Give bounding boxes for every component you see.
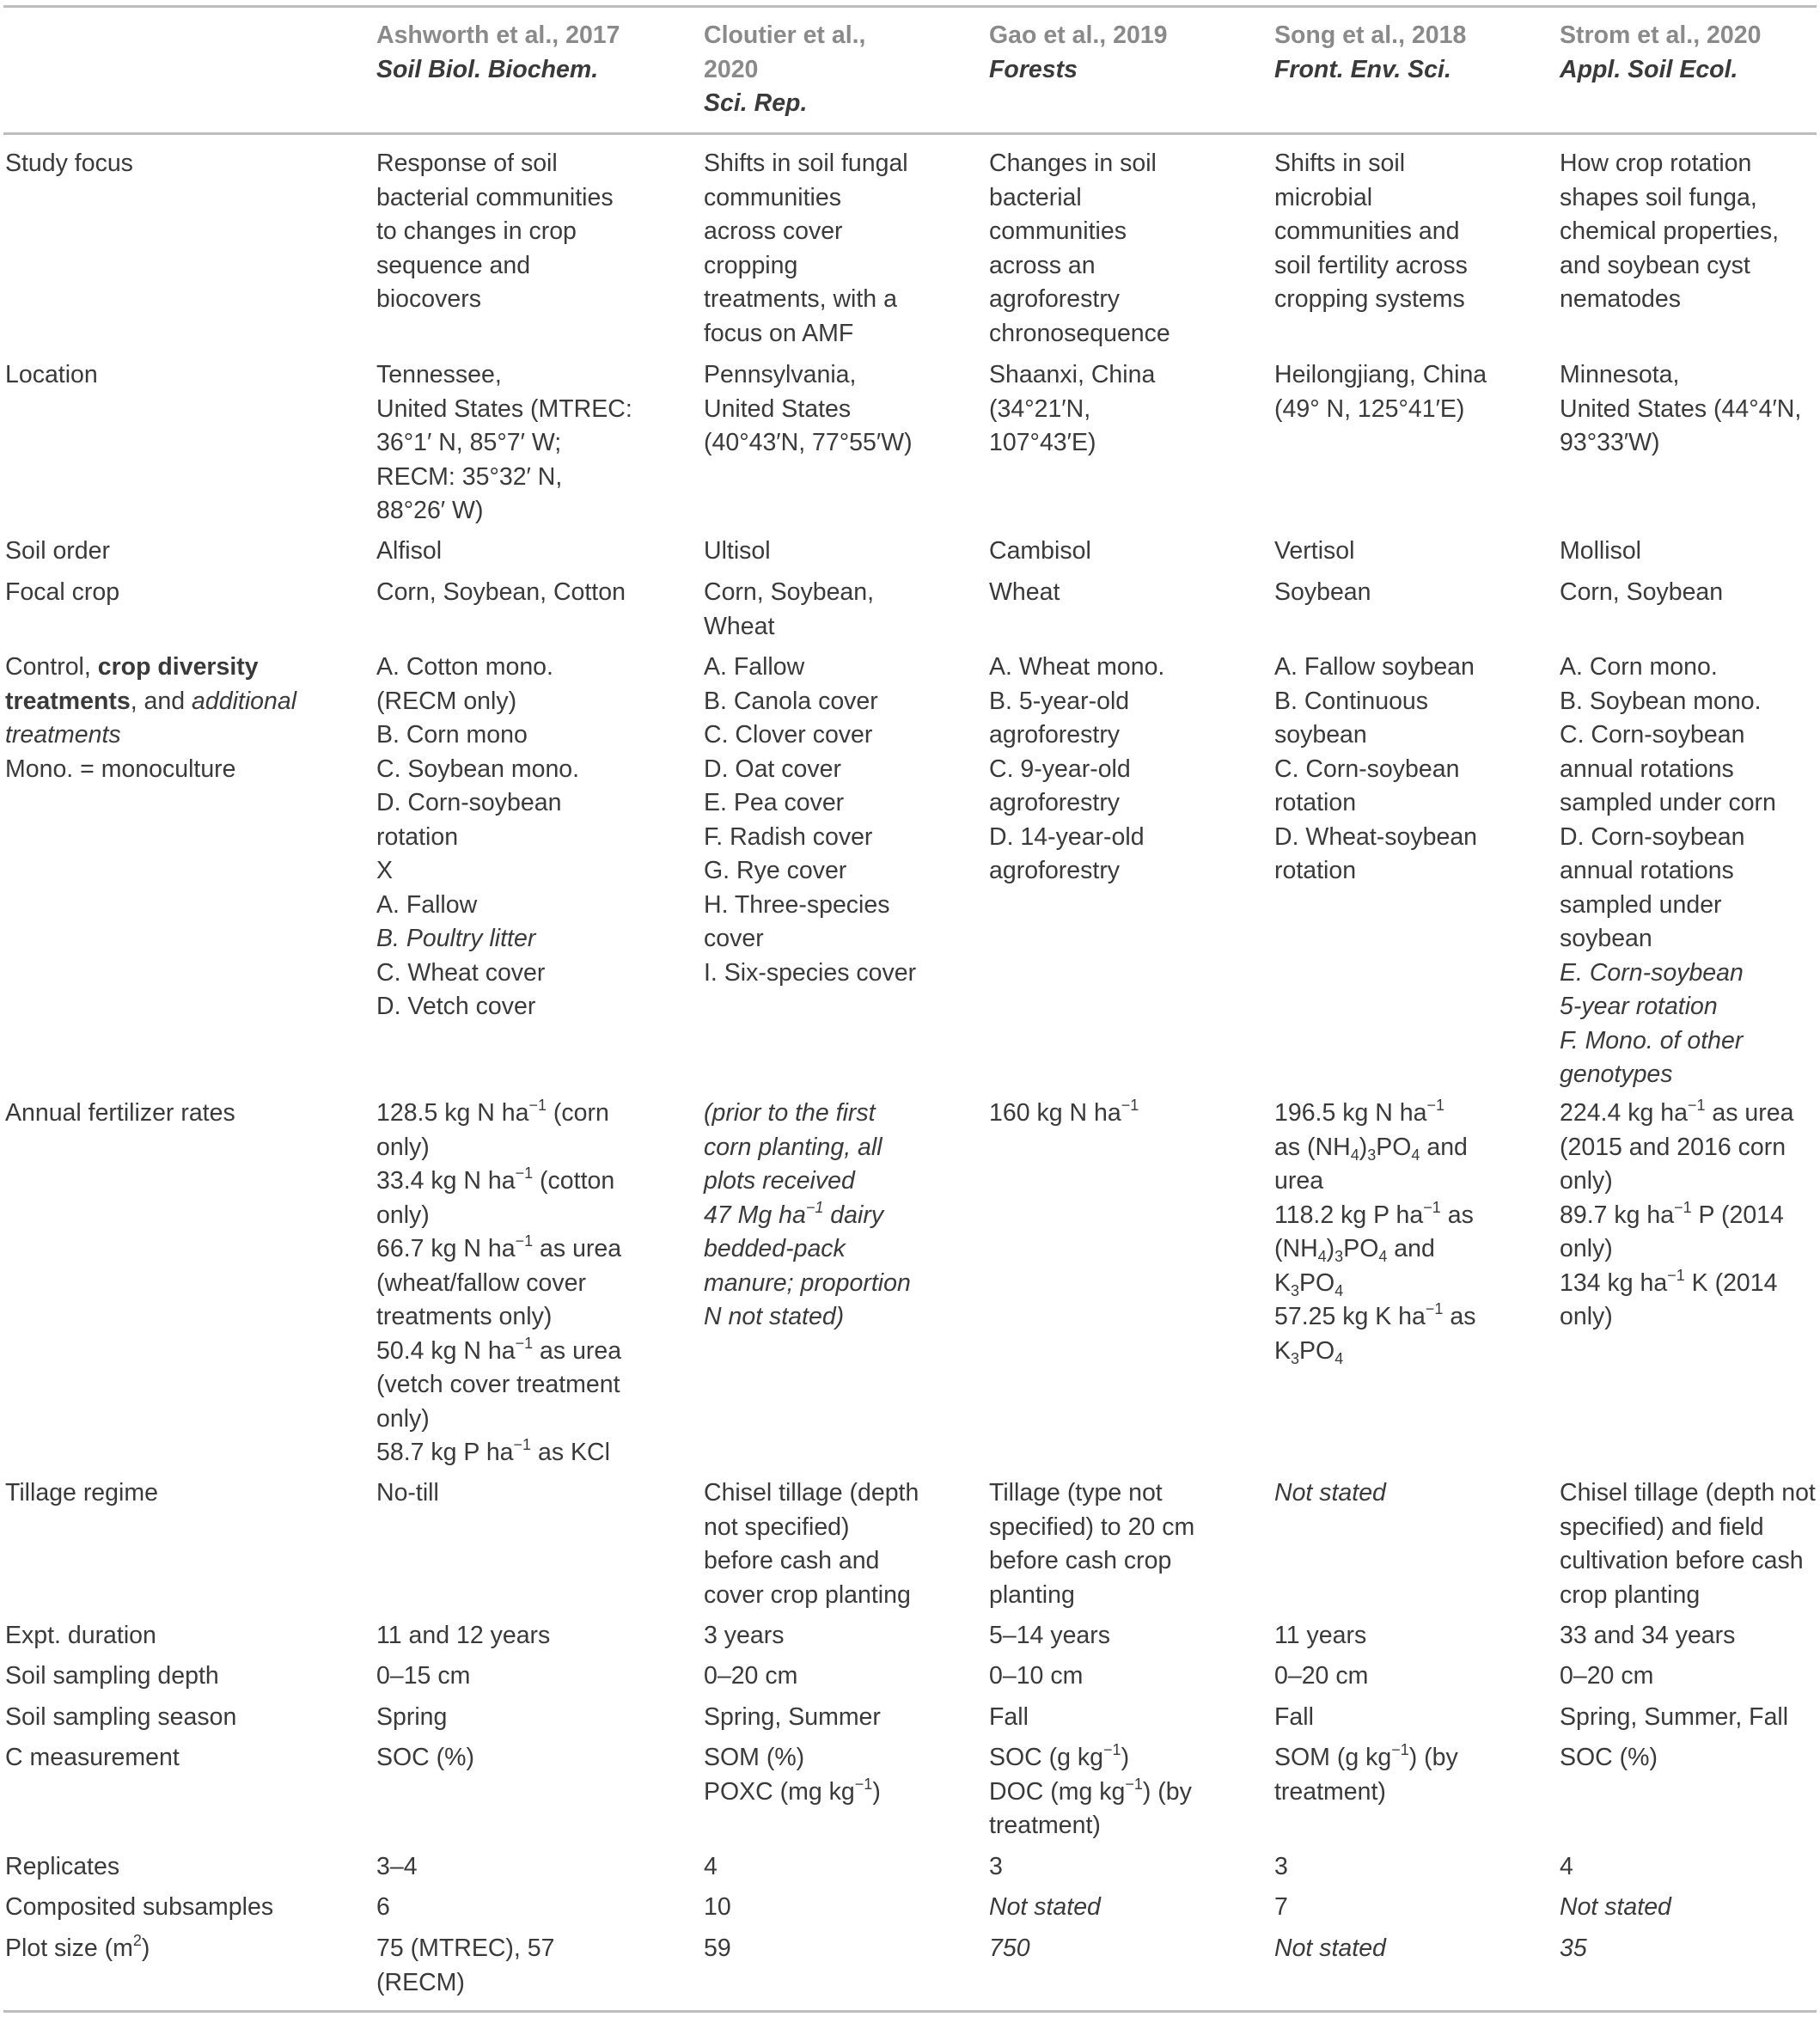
tillage-c1 xyxy=(376,1476,439,1511)
cell-line: cover crop planting xyxy=(704,1580,911,1609)
c-measurement-c3: SOC (g $kg^{-1}$) DOC (mg $kg^{-1}$) (by treatment) xyxy=(989,1741,1192,1839)
cell-line: Response of soil xyxy=(376,150,558,177)
subsamples-c4: 7 xyxy=(1274,1893,1288,1921)
cell-line: microbial xyxy=(1274,183,1373,211)
cell-line: F. Mono. of other xyxy=(1560,1026,1744,1054)
cell-line: G. Rye cover xyxy=(704,857,847,884)
cell-line: A. Fallow soybean xyxy=(1274,653,1475,681)
plot-size-c2: 59 xyxy=(704,1934,731,1962)
fertilizer-c2: (prior to the first corn planting, all plots received 47 Mg $ha^{-1}$ dairy bedded-pack manure; proportion N not stated) xyxy=(704,1099,911,1330)
cell-line: (49° N, 125°41′E) xyxy=(1274,394,1465,423)
header-journal: Forests xyxy=(989,55,1078,83)
duration-c3: 5–14 years xyxy=(989,1622,1111,1649)
cell-line: 36°1′ N, 85°7′ W; xyxy=(376,429,562,456)
location-c5 xyxy=(1560,358,1801,461)
plot-size-c4: Not stated xyxy=(1274,1934,1386,1962)
cell-line: communities and xyxy=(1274,217,1460,245)
header-authors: Cloutier et al., 2020 xyxy=(704,21,866,83)
cell-line: cover xyxy=(704,925,764,952)
focal-crop-c2 xyxy=(704,576,874,644)
cell-line: Tennessee, xyxy=(376,361,502,388)
soil-order-c5: Mollisol xyxy=(1560,537,1642,565)
cell-line: chemical properties, xyxy=(1560,217,1780,245)
tillage-c2 xyxy=(704,1476,919,1612)
plot-size-c3: 750 xyxy=(989,1934,1030,1962)
cell-line: agroforestry xyxy=(989,721,1121,749)
treatments-c4 xyxy=(1274,651,1477,889)
study-focus-c5 xyxy=(1560,147,1779,317)
duration-c4: 11 years xyxy=(1274,1622,1367,1649)
row-label-plot-size: Plot size $(m^2)$ xyxy=(5,1932,150,1962)
fertilizer-c3: 160 kg N $ha^{-1}$ xyxy=(989,1097,1139,1127)
row-label-duration: Expt. duration xyxy=(5,1622,156,1649)
cell-line: biocovers xyxy=(376,285,481,313)
cell-line: A. Fallow xyxy=(704,653,805,681)
depth-c1: 0–15 cm xyxy=(376,1662,471,1690)
cell-line: rotation xyxy=(1274,857,1357,884)
cell-line: Tillage (type not xyxy=(989,1479,1163,1507)
header-rule xyxy=(3,132,1817,135)
location-c3 xyxy=(989,358,1155,461)
plot-size-c1 xyxy=(376,1932,554,2000)
cell-line: Pennsylvania, xyxy=(704,361,857,388)
cell-line: Heilongjiang, China xyxy=(1274,361,1487,388)
cell-line: across cover xyxy=(704,217,843,245)
focal-crop-c5 xyxy=(1560,576,1723,610)
cell-line: A. Corn mono. xyxy=(1560,653,1718,681)
cell-line: Wheat xyxy=(704,612,775,640)
cell-line: 93°33′W) xyxy=(1560,429,1660,456)
soil-order-c4: Vertisol xyxy=(1274,537,1355,565)
cell-line: (40°43′N, 77°55′W) xyxy=(704,429,913,456)
bottom-rule xyxy=(3,2010,1817,2013)
study-focus-c3 xyxy=(989,147,1170,351)
header-study-1 xyxy=(376,19,620,87)
duration-c1: 11 and 12 years xyxy=(376,1622,551,1649)
header-journal: Soil Biol. Biochem. xyxy=(376,55,599,83)
season-c1: Spring xyxy=(376,1703,448,1731)
cell-line: Corn, Soybean, Cotton xyxy=(376,578,626,606)
subsamples-c3: Not stated xyxy=(989,1893,1101,1921)
duration-c5: 33 and 34 years xyxy=(1560,1622,1736,1649)
cell-line: Shaanxi, China xyxy=(989,361,1156,388)
cell-line: Soybean xyxy=(1274,578,1371,606)
cell-line: cropping xyxy=(704,251,798,279)
cell-line: agroforestry xyxy=(989,857,1121,884)
focal-crop-c1 xyxy=(376,576,626,610)
cell-line: rotation xyxy=(1274,789,1357,816)
cell-line: annual rotations xyxy=(1560,755,1734,783)
treatments-c1 xyxy=(376,651,579,1024)
cell-line: rotation xyxy=(376,822,459,851)
cell-line: B. Soybean mono. xyxy=(1560,687,1762,715)
cell-line: genotypes xyxy=(1560,1060,1673,1088)
header-authors: Ashworth et al., 2017 xyxy=(376,21,620,49)
row-label-depth: Soil sampling depth xyxy=(5,1662,219,1690)
cell-line: D. 14-year-old xyxy=(989,822,1145,851)
row-label-tillage: Tillage regime xyxy=(5,1479,158,1507)
cell-line: United States (MTREC: xyxy=(376,394,632,423)
cell-line: E. Corn-soybean xyxy=(1560,958,1744,987)
soil-order-c1: Alfisol xyxy=(376,537,443,565)
study-focus-c2 xyxy=(704,147,908,351)
study-focus-c1 xyxy=(376,147,614,317)
cell-line: Chisel tillage (depth xyxy=(704,1479,919,1507)
cell-line: B. Corn mono xyxy=(376,721,528,749)
cell-line: nematodes xyxy=(1560,285,1682,313)
cell-line: 5-year rotation xyxy=(1560,993,1718,1020)
duration-c2: 3 years xyxy=(704,1622,785,1649)
header-authors: Strom et al., 2020 xyxy=(1560,21,1762,49)
cell-line: soybean xyxy=(1560,925,1652,952)
focal-crop-c3 xyxy=(989,576,1060,610)
cell-line: Shifts in soil xyxy=(1274,150,1406,177)
cell-line: across an xyxy=(989,251,1096,279)
cell-line: D. Wheat-soybean xyxy=(1274,822,1478,851)
cell-line: (34°21′N, xyxy=(989,394,1091,423)
depth-c5: 0–20 cm xyxy=(1560,1662,1654,1690)
row-label-location: Location xyxy=(5,361,98,388)
cell-line: agroforestry xyxy=(989,285,1121,313)
c-measurement-c2: SOM (%) POXC (mg $kg^{-1}$) xyxy=(704,1744,881,1806)
cell-line: sampled under xyxy=(1560,890,1722,919)
header-journal: Front. Env. Sci. xyxy=(1274,55,1451,83)
cell-line: C. Clover cover xyxy=(704,721,873,749)
season-c2: Spring, Summer xyxy=(704,1703,881,1731)
cell-line: D. Corn-soybean xyxy=(1560,822,1745,851)
header-study-2 xyxy=(704,19,910,121)
cell-line: No-till xyxy=(376,1479,439,1507)
cell-line: specified) and field xyxy=(1560,1513,1764,1541)
cell-line: treatments, with a xyxy=(704,285,897,313)
cell-line: D. Oat cover xyxy=(704,755,841,783)
subsamples-c5: Not stated xyxy=(1560,1893,1671,1921)
replicates-c1: 3–4 xyxy=(376,1853,418,1880)
cell-line: D. Corn-soybean xyxy=(376,789,562,816)
header-study-5 xyxy=(1560,19,1761,87)
cell-line: Corn, Soybean, xyxy=(704,578,875,606)
treatments-c2 xyxy=(704,651,916,990)
cell-line: to changes in crop xyxy=(376,217,577,245)
cell-line: sequence and xyxy=(376,251,531,279)
plot-size-c5: 35 xyxy=(1560,1934,1587,1962)
cell-line: Minnesota, xyxy=(1560,361,1680,388)
soil-order-c2: Ultisol xyxy=(704,537,771,565)
row-label-fertilizer: Annual fertilizer rates xyxy=(5,1099,235,1127)
top-rule xyxy=(3,5,1817,8)
cell-line: before cash crop xyxy=(989,1547,1172,1574)
cell-line: 75 (MTREC), 57 xyxy=(376,1934,555,1962)
cell-line: C. Corn-soybean xyxy=(1560,721,1745,749)
cell-line: E. Pea cover xyxy=(704,789,845,816)
location-c1 xyxy=(376,358,632,529)
cell-line: shapes soil funga, xyxy=(1560,183,1757,211)
depth-c4: 0–20 cm xyxy=(1274,1662,1369,1690)
cell-line: Wheat xyxy=(989,578,1060,606)
cell-line: I. Six-species cover xyxy=(704,958,917,987)
focal-crop-c4 xyxy=(1274,576,1371,610)
cell-line: specified) to 20 cm xyxy=(989,1513,1195,1541)
cell-line: C. Wheat cover xyxy=(376,958,546,987)
soil-order-c3: Cambisol xyxy=(989,537,1091,565)
treatments-c3 xyxy=(989,651,1164,889)
cell-line: C. 9-year-old xyxy=(989,755,1131,783)
row-label-focal-crop: Focal crop xyxy=(5,578,120,606)
subsamples-c2: 10 xyxy=(704,1893,731,1921)
cell-line: Corn, Soybean xyxy=(1560,578,1724,606)
subsamples-c1: 6 xyxy=(376,1893,390,1921)
cell-line: A. Cotton mono. xyxy=(376,653,553,681)
fertilizer-c1: 128.5 kg N $ha^{-1}$ (corn only) 33.4 kg N $ha^{-1}$ (cotton only) 66.7 kg N $ha^{-1}$ as urea (wheat/fallow cover treatments only) 50.4 kg N $ha^{-1}$ as urea (vetch cover treatment only) 58.7 kg P $ha^{-1}$ as KCl xyxy=(376,1097,622,1466)
row-label-study-focus: Study focus xyxy=(5,150,133,177)
row-label-c-measurement: C measurement xyxy=(5,1744,180,1771)
season-c3: Fall xyxy=(989,1703,1029,1731)
cell-line: soybean xyxy=(1274,721,1367,749)
treatments-c5 xyxy=(1560,651,1776,1092)
c-measurement-c4: SOM (g $kg^{-1}$) (by treatment) xyxy=(1274,1741,1458,1806)
cell-line: chronosequence xyxy=(989,319,1170,347)
location-c4 xyxy=(1274,358,1487,426)
cell-line: A. Fallow xyxy=(376,890,478,919)
cell-line: C. Corn-soybean xyxy=(1274,755,1460,783)
cell-line: not specified) xyxy=(704,1513,850,1541)
cell-line: A. Wheat mono. xyxy=(989,653,1165,681)
cell-line: (RECM) xyxy=(376,1968,465,1996)
replicates-c3: 3 xyxy=(989,1853,1003,1880)
replicates-c4: 3 xyxy=(1274,1853,1288,1880)
cell-line: B. Canola cover xyxy=(704,687,878,715)
depth-c2: 0–20 cm xyxy=(704,1662,798,1690)
cell-line: 88°26′ W) xyxy=(376,497,484,524)
cell-line: C. Soybean mono. xyxy=(376,755,580,783)
row-label-season: Soil sampling season xyxy=(5,1703,237,1731)
cell-line: cultivation before cash xyxy=(1560,1547,1804,1574)
cell-line: bacterial xyxy=(989,183,1082,211)
header-study-3 xyxy=(989,19,1168,87)
cell-line: agroforestry xyxy=(989,789,1121,816)
replicates-c5: 4 xyxy=(1560,1853,1573,1880)
cell-line: planting xyxy=(989,1580,1075,1609)
cell-line: 107°43′E) xyxy=(989,429,1096,456)
cell-line: X xyxy=(376,857,394,884)
cell-line: RECM: 35°32′ N, xyxy=(376,462,563,491)
header-authors: Song et al., 2018 xyxy=(1274,21,1467,49)
cell-line: communities xyxy=(704,183,841,211)
cell-line: annual rotations xyxy=(1560,857,1734,884)
cell-line: cropping systems xyxy=(1274,285,1465,313)
cell-line: B. Continuous xyxy=(1274,687,1429,715)
c-measurement-c1: SOC (%) xyxy=(376,1744,474,1771)
cell-line: H. Three-species xyxy=(704,890,890,919)
cell-line: communities xyxy=(989,217,1127,245)
cell-line: D. Vetch cover xyxy=(376,993,536,1020)
header-journal: Appl. Soil Ecol. xyxy=(1560,55,1738,83)
cell-line: Chisel tillage (depth not xyxy=(1560,1479,1816,1507)
cell-line: United States (44°4′N, xyxy=(1560,394,1802,423)
cell-line: F. Radish cover xyxy=(704,822,873,851)
cell-line: Not stated xyxy=(1274,1479,1386,1507)
cell-line: Changes in soil xyxy=(989,150,1157,177)
row-label-treatments: Control, crop diversity treatments, and additional treatments Mono. = monoculture xyxy=(5,653,297,783)
header-authors: Gao et al., 2019 xyxy=(989,21,1168,49)
tillage-c5 xyxy=(1560,1476,1816,1612)
cell-line: (RECM only) xyxy=(376,687,517,715)
cell-line: focus on AMF xyxy=(704,319,854,347)
cell-line: before cash and xyxy=(704,1547,880,1574)
cell-line: B. 5-year-old xyxy=(989,687,1130,715)
c-measurement-c5: SOC (%) xyxy=(1560,1744,1658,1771)
fertilizer-c4: 196.5 kg N $ha^{-1}$ as $(NH_4)_3PO_4$ and urea 118.2 kg P $ha^{-1}$ as $(NH_4)_3PO_4$ and $K_3PO_4$ 57.25 kg K $ha^{-1}$ as $K_3PO_4$ xyxy=(1274,1097,1476,1367)
tillage-c3 xyxy=(989,1476,1194,1612)
cell-line: B. Poultry litter xyxy=(376,925,536,952)
header-journal: Sci. Rep. xyxy=(704,89,808,117)
header-study-4 xyxy=(1274,19,1466,87)
tillage-c4 xyxy=(1274,1476,1386,1511)
study-focus-c4 xyxy=(1274,147,1468,317)
depth-c3: 0–10 cm xyxy=(989,1662,1084,1690)
cell-line: soil fertility across xyxy=(1274,251,1468,279)
fertilizer-c5: 224.4 kg $ha^{-1}$ as urea (2015 and 2016 corn only) 89.7 kg $ha^{-1}$ P (2014 only) 134 kg $ha^{-1}$ K (2014 only) xyxy=(1560,1097,1794,1330)
row-label-subsamples: Composited subsamples xyxy=(5,1893,274,1921)
cell-line: United States xyxy=(704,394,852,423)
row-label-replicates: Replicates xyxy=(5,1853,120,1880)
cell-line: Shifts in soil fungal xyxy=(704,150,908,177)
location-c2 xyxy=(704,358,913,461)
season-c5: Spring, Summer, Fall xyxy=(1560,1703,1789,1731)
replicates-c2: 4 xyxy=(704,1853,718,1880)
cell-line: How crop rotation xyxy=(1560,150,1752,177)
cell-line: bacterial communities xyxy=(376,183,614,211)
season-c4: Fall xyxy=(1274,1703,1314,1731)
cell-line: and soybean cyst xyxy=(1560,251,1750,279)
cell-line: sampled under corn xyxy=(1560,789,1776,816)
cell-line: crop planting xyxy=(1560,1580,1701,1609)
row-label-soil-order: Soil order xyxy=(5,537,110,565)
